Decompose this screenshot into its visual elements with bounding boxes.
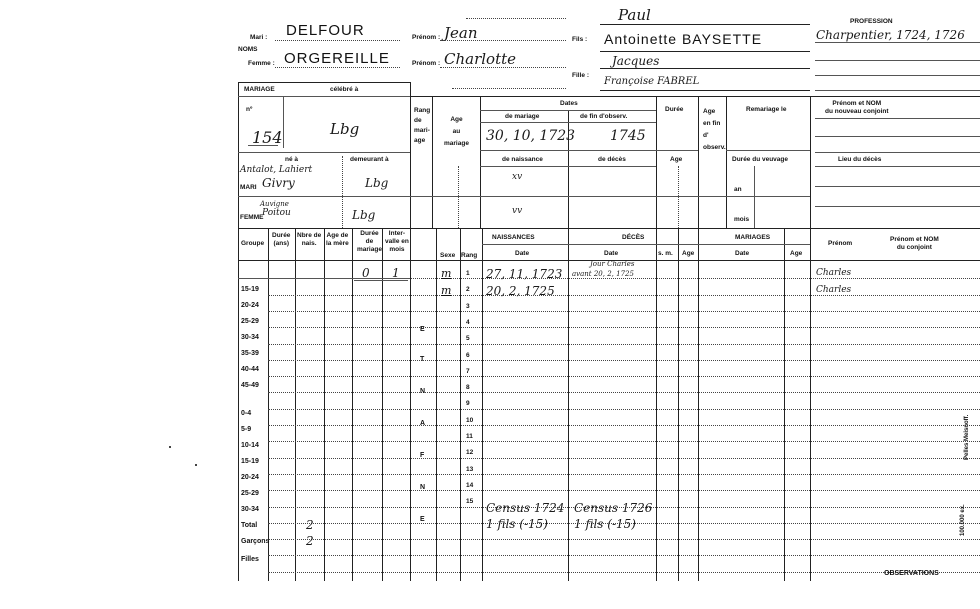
fils-label: Fils : [572, 36, 588, 43]
remariage-label: Remariage le [746, 106, 787, 113]
child-sex: m [441, 284, 452, 297]
group-label: 30-34 [241, 506, 259, 513]
groupe-header: Groupe [241, 240, 265, 247]
child-death-date: avant 20, 2, 1725 [572, 270, 634, 278]
husband-firstname: Jean [444, 24, 478, 42]
group-label: 30-34 [241, 334, 259, 341]
profession-value: Charpentier, 1724, 1726 [816, 28, 965, 42]
de-fin-label: de fin d'observ. [580, 113, 628, 120]
conjoint-label: Prénom et NOM du nouveau conjoint [825, 100, 889, 115]
rang-header: Rang [461, 252, 478, 259]
duree-label: Durée [665, 106, 684, 113]
duree-veuvage-label: Durée du veuvage [732, 156, 788, 163]
sexe-header: Sexe [440, 252, 456, 259]
enfants-letter: A [420, 420, 426, 427]
naissances-header: NAISSANCES [492, 234, 535, 241]
noms-label: NOMS [238, 46, 258, 53]
rank-number: 11 [466, 433, 473, 440]
enfants-letter: E [420, 516, 425, 523]
marriage-place: Lbg [330, 120, 360, 138]
group-label: 0-4 [241, 410, 252, 417]
group-label: 25-29 [241, 318, 259, 325]
rank-number: 13 [466, 466, 474, 473]
rank-number: 3 [466, 303, 470, 310]
garcons-label: Garçons [241, 538, 270, 545]
child-sex: m [441, 267, 452, 280]
conjoint-header: Prénom et NOM du conjoint [890, 236, 939, 251]
intervalle-header: Inter- valle en mois [385, 230, 409, 253]
table-row-line [268, 490, 980, 491]
enfants-letter: F [420, 452, 425, 459]
side-printer-text: Pelles Meisnoff. [964, 414, 970, 460]
deces-age-header: Age [682, 250, 695, 257]
census-note-2: Census 1726 1 fils (-15) [574, 501, 653, 531]
ne-a-label: né à [285, 156, 299, 163]
group-label: 20-24 [241, 302, 259, 309]
celebre-label: célébré à [330, 86, 359, 93]
table-row-line [268, 572, 980, 573]
femme-birthplace-2: Poitou [262, 208, 291, 218]
group-label: 20-24 [241, 474, 259, 481]
total-label: Total [241, 522, 258, 529]
enfants-letter: E [420, 326, 425, 333]
table-row-line [268, 311, 980, 312]
rank-number: 6 [466, 352, 470, 359]
group-label: 5-9 [241, 426, 252, 433]
group-label: 10-14 [241, 442, 259, 449]
group-label: 15-19 [241, 286, 259, 293]
table-row-line [268, 327, 980, 328]
side-print-run-text: 100.000 ex. [960, 504, 966, 536]
table-row-line [268, 376, 980, 377]
table-row-line [268, 409, 980, 410]
duree-ans-header: Durée (ans) [272, 232, 291, 247]
garcons-value: 2 [306, 534, 314, 548]
prenom-header: Prénom [828, 240, 853, 247]
end-observation-date: 1745 [610, 128, 646, 144]
filles-label: Filles [241, 556, 259, 563]
fille-mother: Françoise FABREL [604, 76, 700, 87]
child-birth-date: 27, 11, 1723 [486, 267, 563, 281]
table-row-line [268, 360, 980, 361]
femme-label: Femme : [248, 60, 275, 67]
prenom-label-femme: Prénom : [412, 60, 441, 67]
rank-number: 10 [466, 417, 474, 424]
table-row-line [268, 474, 980, 475]
child-firstname: Charles [816, 268, 852, 278]
prenom-label-mari: Prénom : [412, 34, 441, 41]
mariage-label: MARIAGE [244, 86, 275, 93]
group-label: 40-44 [241, 366, 259, 373]
enfants-letter: T [420, 356, 425, 363]
husband-surname: DELFOUR [286, 22, 365, 39]
mari-birthplace-2: Givry [262, 176, 295, 190]
fils-father: Paul [618, 6, 651, 24]
table-row-line [268, 425, 980, 426]
fils-mother: Antoinette BAYSETTE [604, 31, 763, 47]
table-row-line [268, 344, 980, 345]
deces-date-header: Date [604, 250, 619, 257]
marriage-number: 154 [252, 128, 283, 147]
enfants-letter: N [420, 388, 426, 395]
rang-label: Rang de mari- age [414, 107, 431, 144]
group-label: 25-29 [241, 490, 259, 497]
de-mariage-label: de mariage [505, 113, 540, 120]
rank-number: 14 [466, 482, 474, 489]
intervalle-value: 1 [392, 266, 400, 280]
profession-label: PROFESSION [850, 18, 893, 25]
table-row-line [268, 555, 980, 556]
mari-residence: Lbg [365, 176, 389, 190]
deces-header: DÉCÈS [622, 234, 645, 241]
rank-number: 2 [466, 286, 470, 293]
marriage-date: 30, 10, 1723 [486, 128, 576, 144]
fille-label: Fille : [572, 72, 589, 79]
femme-birthplace-1: Auvigne [260, 200, 289, 208]
de-naissance-label: de naissance [502, 156, 543, 163]
wife-surname: ORGEREILLE [284, 50, 390, 67]
age-mariage-label: Age au mariage [444, 116, 469, 147]
total-value: 2 [306, 518, 314, 532]
table-row-line [268, 539, 980, 540]
enfants-letter: N [420, 484, 426, 491]
rank-number: 1 [466, 270, 470, 277]
wife-birth-mark: vv [512, 206, 523, 216]
mari-label: Mari : [250, 34, 268, 41]
group-label: 15-19 [241, 458, 259, 465]
mois-label: mois [734, 216, 750, 223]
naissance-date-header: Date [515, 250, 530, 257]
observations-label: OBSERVATIONS [884, 570, 939, 577]
age-mere-header: Age de la mère [326, 232, 349, 247]
child-birth-date: 20, 2, 1725 [486, 284, 555, 298]
census-note-1: Census 1724 1 fils (-15) [486, 501, 565, 531]
rank-number: 5 [466, 335, 470, 342]
no-label: nº [246, 106, 253, 113]
femme-row-label: FEMME [240, 214, 264, 221]
group-separator [238, 278, 410, 279]
rank-number: 12 [466, 449, 474, 456]
child-death-note: Jour Charles [590, 260, 635, 268]
husband-birth-mark: xv [512, 172, 523, 182]
group-label: 45-49 [241, 382, 259, 389]
fille-father: Jacques [612, 54, 660, 68]
table-row-line [268, 295, 980, 296]
mariage-date-header: Date [735, 250, 750, 257]
femme-residence: Lbg [352, 208, 376, 222]
wife-firstname: Charlotte [444, 50, 517, 68]
nbre-nais-header: Nbre de nais. [297, 232, 322, 247]
table-row-line [268, 392, 980, 393]
group-label: 35-39 [241, 350, 259, 357]
lieu-deces-label: Lieu du décès [838, 156, 882, 163]
mariages-header: MARIAGES [735, 234, 771, 241]
age-fin-label: Age en fin d' observ. [703, 108, 726, 151]
demeurant-label: demeurant à [350, 156, 389, 163]
mari-birthplace-1: Antalot, Lahiert [240, 165, 313, 175]
sm-header: s. m. [658, 250, 673, 257]
mari-row-label: MARI [240, 184, 257, 191]
age-label: Age [670, 156, 683, 163]
child-firstname: Charles [816, 285, 852, 295]
duree-mariage-value: 0 [362, 266, 370, 280]
dates-label: Dates [560, 100, 578, 107]
table-row-line [268, 441, 980, 442]
mariage-age-header: Age [790, 250, 803, 257]
duree-mariage-header: Durée de mariage [357, 230, 382, 253]
rank-number: 9 [466, 400, 470, 407]
rank-number: 7 [466, 368, 470, 375]
table-row-line [268, 458, 980, 459]
de-deces-label: de décès [598, 156, 626, 163]
rank-number: 15 [466, 498, 474, 505]
rank-number: 8 [466, 384, 470, 391]
an-label: an [734, 186, 742, 193]
rank-number: 4 [466, 319, 470, 326]
